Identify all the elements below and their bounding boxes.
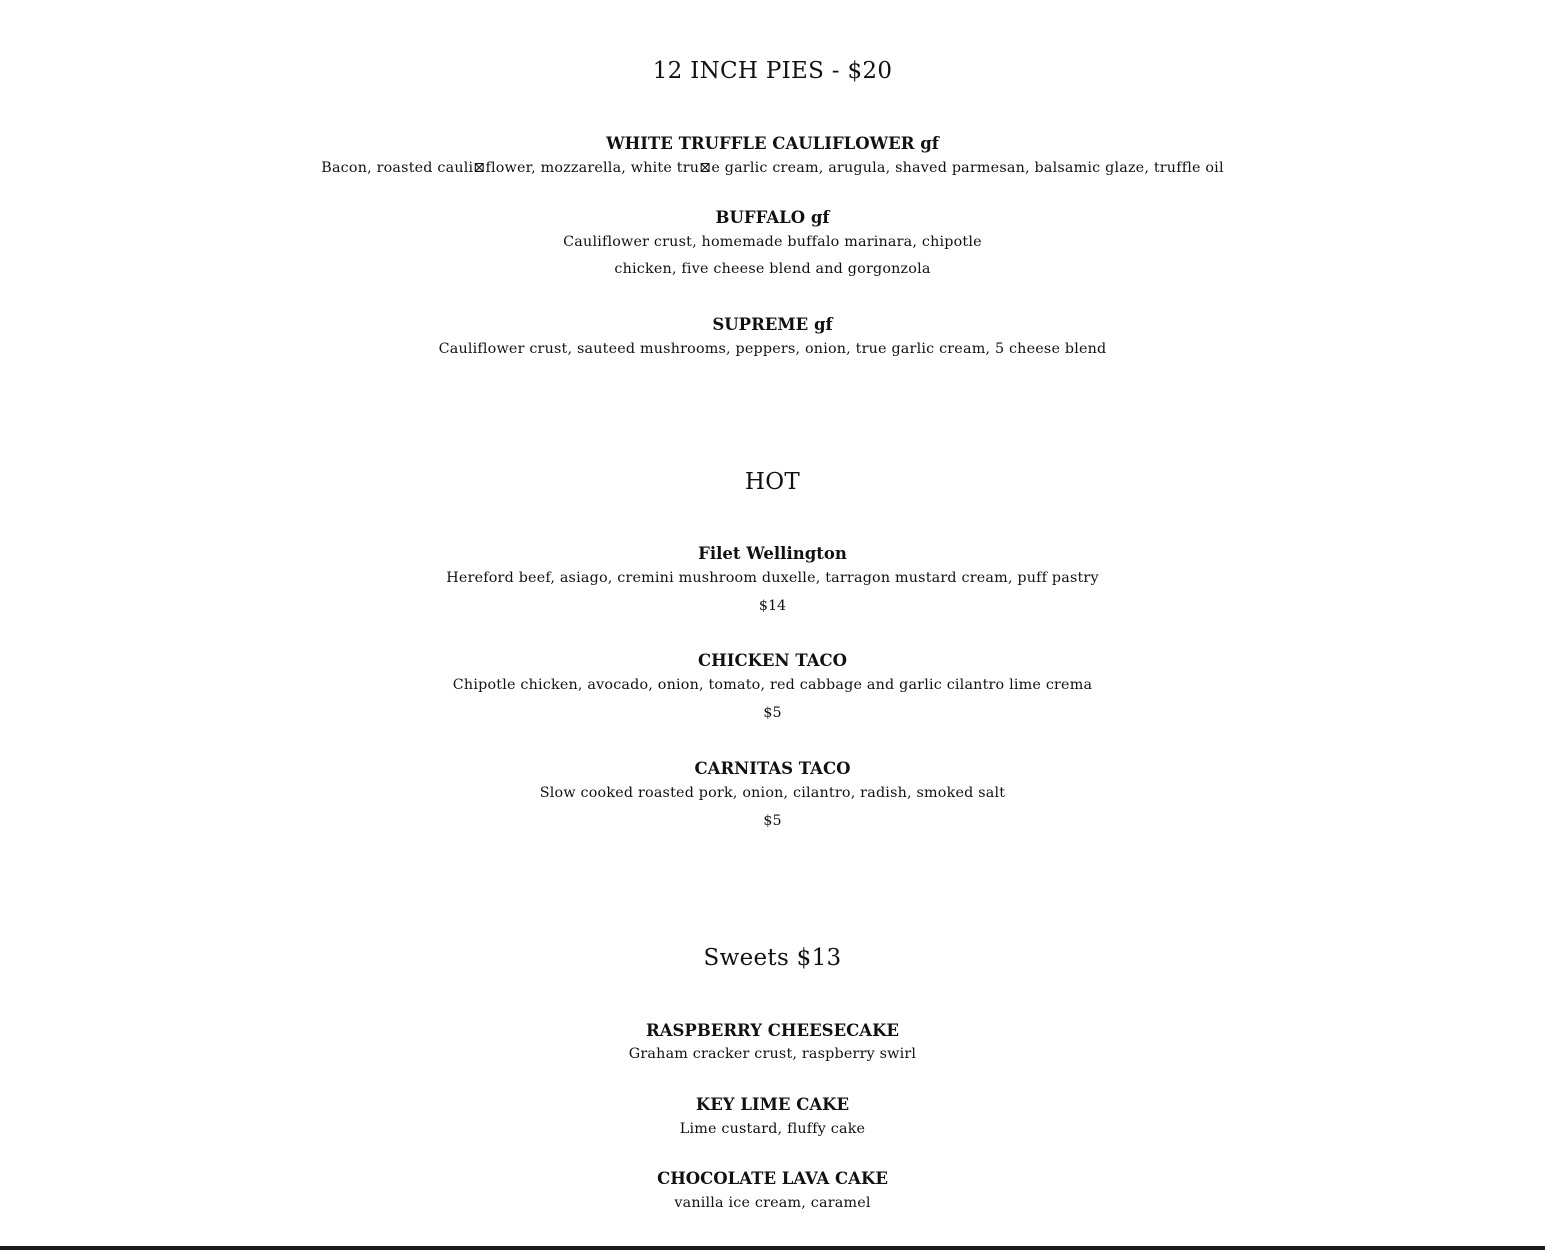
item-description: Bacon, roasted cauli⊠flower, mozzarella, white tru⊠e garlic cream, arugula, shaved parmesan, balsamic glaze, truffle oil (321, 160, 1224, 176)
item-name: CHOCOLATE LAVA CAKE (657, 1169, 888, 1188)
item-name: WHITE TRUFFLE CAULIFLOWER gf (606, 134, 939, 153)
item-description: Chipotle chicken, avocado, onion, tomato, red cabbage and garlic cilantro lime crema (452, 677, 1093, 693)
item-name: RASPBERRY CHEESECAKE (645, 1021, 900, 1040)
item-name: CARNITAS TACO (694, 759, 851, 778)
item-description: Hereford beef, asiago, cremini mushroom duxelle, tarragon mustard cream, puff pastry (446, 570, 1099, 586)
item-description: Cauliflower crust, homemade buffalo marinara, chipotle (563, 234, 982, 250)
item-name: BUFFALO gf (715, 208, 830, 227)
item-description: Cauliflower crust, sauteed mushrooms, peppers, onion, true garlic cream, 5 cheese blend (438, 341, 1107, 357)
item-description: chicken, five cheese blend and gorgonzola (614, 261, 931, 277)
section-title-hot: HOT (744, 469, 801, 495)
item-name: CHICKEN TACO (698, 651, 847, 670)
item-name: SUPREME gf (712, 315, 833, 334)
item-description: vanilla ice cream, caramel (674, 1195, 871, 1211)
item-description: Slow cooked roasted pork, onion, cilantro, radish, smoked salt (539, 785, 1006, 801)
section-title-pies: 12 INCH PIES - $20 (652, 58, 893, 84)
item-price: $5 (763, 705, 782, 721)
bottom-divider (0, 1246, 1545, 1250)
item-name: Filet Wellington (698, 544, 847, 563)
item-price: $5 (763, 813, 782, 829)
item-description: Graham cracker crust, raspberry swirl (628, 1046, 917, 1062)
item-price: $14 (758, 598, 787, 614)
section-title-sweets: Sweets $13 (703, 945, 842, 971)
item-description: Lime custard, fluffy cake (679, 1121, 866, 1137)
item-name: KEY LIME CAKE (695, 1095, 850, 1114)
